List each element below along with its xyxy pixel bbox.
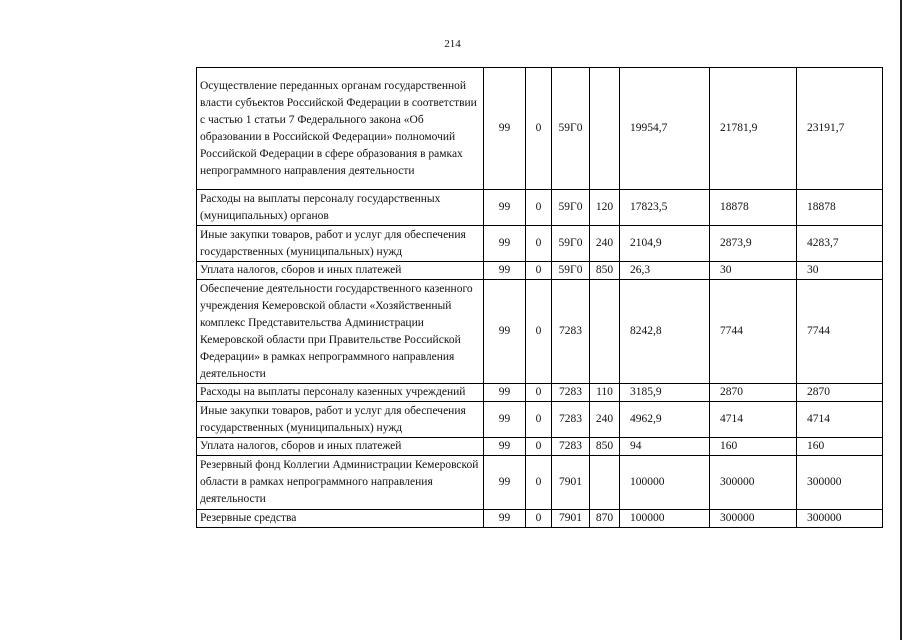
table-row	[197, 510, 883, 528]
code-expense-type	[590, 456, 620, 510]
row-name: Резервный фонд Коллегии Администрации Кемеровской области в рамках непрограммного направления деятельности	[197, 456, 484, 510]
code-section: 99	[484, 402, 526, 438]
code-section: 99	[484, 438, 526, 456]
code-subsection: 0	[526, 190, 552, 226]
row-name: Иные закупки товаров, работ и услуг для обеспечения государственных (муниципальных) нужд	[197, 402, 484, 438]
row-name: Обеспечение деятельности государственного казенного учреждения Кемеровской области «Хозяйственный комплекс Представительства Администрации Кемеровской области при Правительстве Российской Федерации» в рамках непрограммного направления деятельности	[197, 280, 484, 384]
code-expense-type: 120	[590, 190, 620, 226]
code-section: 99	[484, 280, 526, 384]
code-expense-type: 850	[590, 262, 620, 280]
value-year-3: 4714	[797, 402, 883, 438]
value-year-2: 2873,9	[710, 226, 797, 262]
code-subsection: 0	[526, 226, 552, 262]
code-expense-type: 240	[590, 226, 620, 262]
code-target: 7283	[552, 384, 590, 402]
table-row	[197, 190, 883, 226]
code-section: 99	[484, 190, 526, 226]
code-target: 7901	[552, 456, 590, 510]
row-name: Осуществление переданных органам государственной власти субъектов Российской Федерации в соответствии с частью 1 статьи 7 Федерального закона «Об образовании в Российской Федерации» полномочий Российской Федерации в сфере образования в рамках непрограммного направления деятельности	[197, 68, 484, 190]
row-name: Уплата налогов, сборов и иных платежей	[197, 262, 484, 280]
table-row	[197, 68, 883, 190]
value-year-2: 160	[710, 438, 797, 456]
code-target: 7901	[552, 510, 590, 528]
value-year-1: 8242,8	[620, 280, 710, 384]
row-name: Расходы на выплаты персоналу казенных учреждений	[197, 384, 484, 402]
code-target: 59Г0	[552, 68, 590, 190]
code-section: 99	[484, 384, 526, 402]
row-name: Уплата налогов, сборов и иных платежей	[197, 438, 484, 456]
value-year-2: 21781,9	[710, 68, 797, 190]
value-year-3: 23191,7	[797, 68, 883, 190]
value-year-3: 7744	[797, 280, 883, 384]
code-section: 99	[484, 68, 526, 190]
row-name: Резервные средства	[197, 510, 484, 528]
value-year-2: 300000	[710, 510, 797, 528]
value-year-3: 300000	[797, 456, 883, 510]
code-subsection: 0	[526, 402, 552, 438]
value-year-1: 100000	[620, 456, 710, 510]
code-expense-type: 870	[590, 510, 620, 528]
value-year-1: 26,3	[620, 262, 710, 280]
code-expense-type	[590, 280, 620, 384]
value-year-3: 160	[797, 438, 883, 456]
code-target: 7283	[552, 438, 590, 456]
table-row	[197, 456, 883, 510]
value-year-3: 18878	[797, 190, 883, 226]
value-year-1: 17823,5	[620, 190, 710, 226]
code-subsection: 0	[526, 280, 552, 384]
code-target: 59Г0	[552, 190, 590, 226]
code-subsection: 0	[526, 384, 552, 402]
value-year-1: 4962,9	[620, 402, 710, 438]
value-year-1: 94	[620, 438, 710, 456]
code-section: 99	[484, 510, 526, 528]
table-row	[197, 280, 883, 384]
code-target: 59Г0	[552, 262, 590, 280]
value-year-2: 7744	[710, 280, 797, 384]
code-subsection: 0	[526, 510, 552, 528]
budget-table	[196, 67, 883, 528]
code-target: 59Г0	[552, 226, 590, 262]
code-section: 99	[484, 226, 526, 262]
page-number: 214	[444, 38, 461, 50]
value-year-2: 4714	[710, 402, 797, 438]
code-target: 7283	[552, 280, 590, 384]
code-subsection: 0	[526, 438, 552, 456]
value-year-2: 18878	[710, 190, 797, 226]
value-year-3: 2870	[797, 384, 883, 402]
scan-edge-line	[900, 0, 902, 640]
row-name: Иные закупки товаров, работ и услуг для обеспечения государственных (муниципальных) нужд	[197, 226, 484, 262]
code-subsection: 0	[526, 456, 552, 510]
code-expense-type: 110	[590, 384, 620, 402]
code-subsection: 0	[526, 262, 552, 280]
code-target: 7283	[552, 402, 590, 438]
row-name: Расходы на выплаты персоналу государственных (муниципальных) органов	[197, 190, 484, 226]
table-row	[197, 384, 883, 402]
code-expense-type	[590, 68, 620, 190]
code-expense-type: 240	[590, 402, 620, 438]
table-row	[197, 438, 883, 456]
value-year-1: 100000	[620, 510, 710, 528]
code-subsection: 0	[526, 68, 552, 190]
value-year-2: 2870	[710, 384, 797, 402]
table-row	[197, 402, 883, 438]
value-year-1: 3185,9	[620, 384, 710, 402]
table-row	[197, 226, 883, 262]
value-year-3: 300000	[797, 510, 883, 528]
value-year-1: 2104,9	[620, 226, 710, 262]
value-year-2: 30	[710, 262, 797, 280]
code-expense-type: 850	[590, 438, 620, 456]
value-year-3: 4283,7	[797, 226, 883, 262]
value-year-3: 30	[797, 262, 883, 280]
code-section: 99	[484, 456, 526, 510]
value-year-2: 300000	[710, 456, 797, 510]
value-year-1: 19954,7	[620, 68, 710, 190]
table-row	[197, 262, 883, 280]
code-section: 99	[484, 262, 526, 280]
